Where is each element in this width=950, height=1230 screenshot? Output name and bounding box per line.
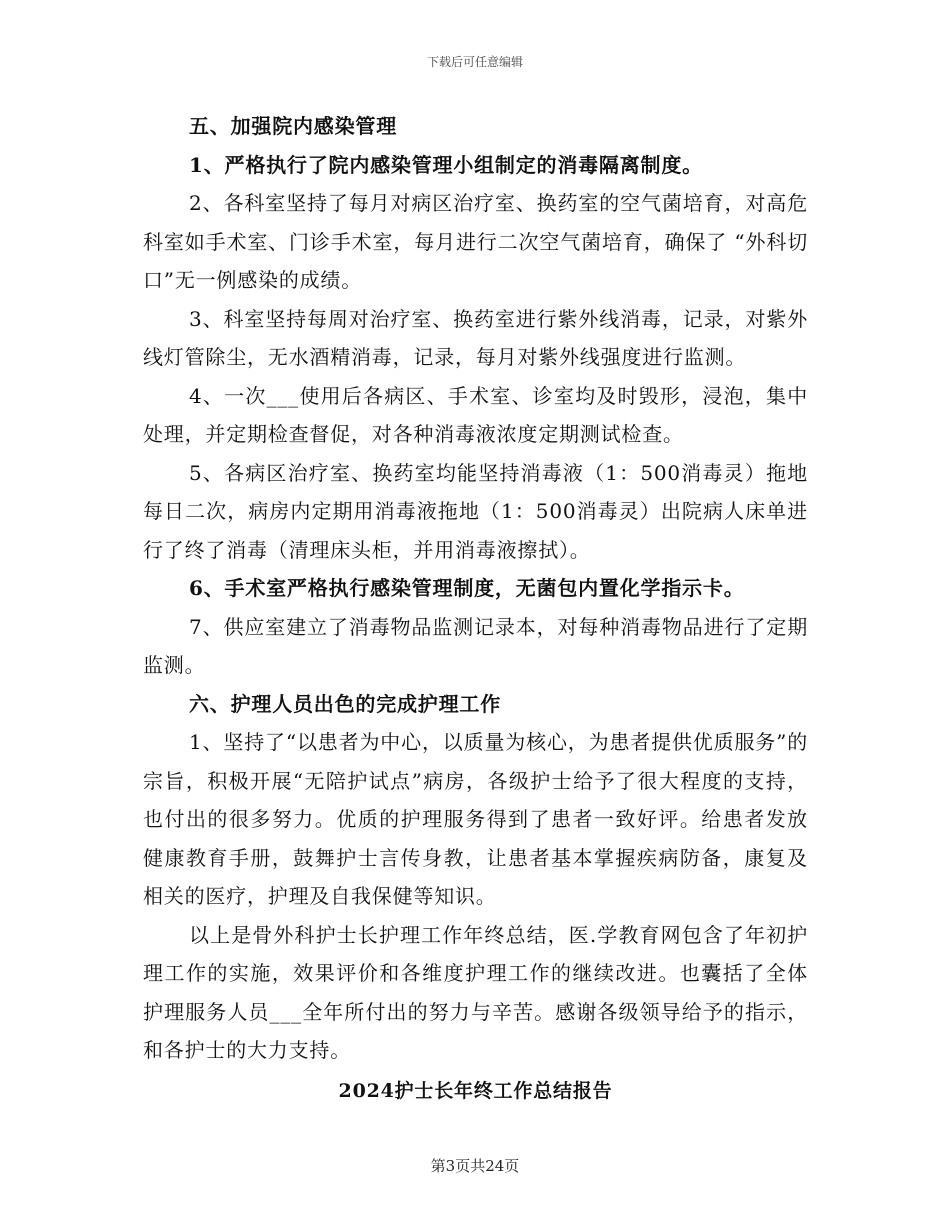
paragraph-item-3: 3、科室坚持每周对治疗室、换药室进行紫外线消毒，记录，对紫外线灯管除尘，无水酒精消毒，记录，每月对紫外线强度进行监测。 (143, 306, 808, 369)
section-heading-infection-control: 五、加强院内感染管理 (189, 114, 397, 138)
document-body (143, 107, 808, 1110)
paragraph-item-4: 4、一次___使用后各病区、手术室、诊室均及时毁形，浸泡，集中处理，并定期检查督促，对各种消毒液浓度定期测试检查。 (143, 383, 808, 446)
paragraph-closing-summary: 以上是骨外科护士长护理工作年终总结，医.学教育网包含了年初护理工作的实施，效果评价和各维度护理工作的继续改进。也囊括了全体护理服务人员___全年所付出的努力与辛苦。感谢各级领导给予的指示，和各护士的大力支持。 (143, 922, 808, 1062)
paragraph-item-1: 1、严格执行了院内感染管理小组制定的消毒隔离制度。 (189, 152, 703, 177)
paragraph-item-5: 5、各病区治疗室、换药室均能坚持消毒液（1：500消毒灵）拖地每日二次，病房内定期用消毒液拖地（1：500消毒灵）出院病人床单进行了终了消毒（清理床头柜，并用消毒液擦拭）。 (143, 460, 808, 562)
section-heading-nursing-work: 六、护理人员出色的完成护理工作 (189, 691, 501, 716)
paragraph-nursing-item-1: 1、坚持了“以患者为中心，以质量为核心，为患者提供优质服务”的宗旨，积极开展“无陪护试点”病房，各级护士给予了很大程度的支持，也付出的很多努力。优质的护理服务得到了患者一致好评。给患者发放健康教育手册，鼓舞护士言传身教，让患者基本掌握疾病防备，康复及相关的医疗，护理及自我保健等知识。 (143, 730, 808, 908)
page-header: 下载后可任意编辑 (426, 55, 523, 69)
paragraph-item-6: 6、手术室严格执行感染管理制度，无菌包内置化学指示卡。 (189, 576, 745, 600)
document-title: 2024护士长年终工作总结报告 (338, 1079, 613, 1102)
page-footer: 第3页共24页 (430, 1157, 520, 1175)
paragraph-item-7: 7、供应室建立了消毒物品监测记录本，对每种消毒物品进行了定期监测。 (143, 614, 808, 677)
paragraph-item-2: 2、各科室坚持了每月对病区治疗室、换药室的空气菌培育，对高危科室如手术室、门诊手术室，每月进行二次空气菌培育，确保了 “外科切口”无一例感染的成绩。 (143, 191, 808, 292)
